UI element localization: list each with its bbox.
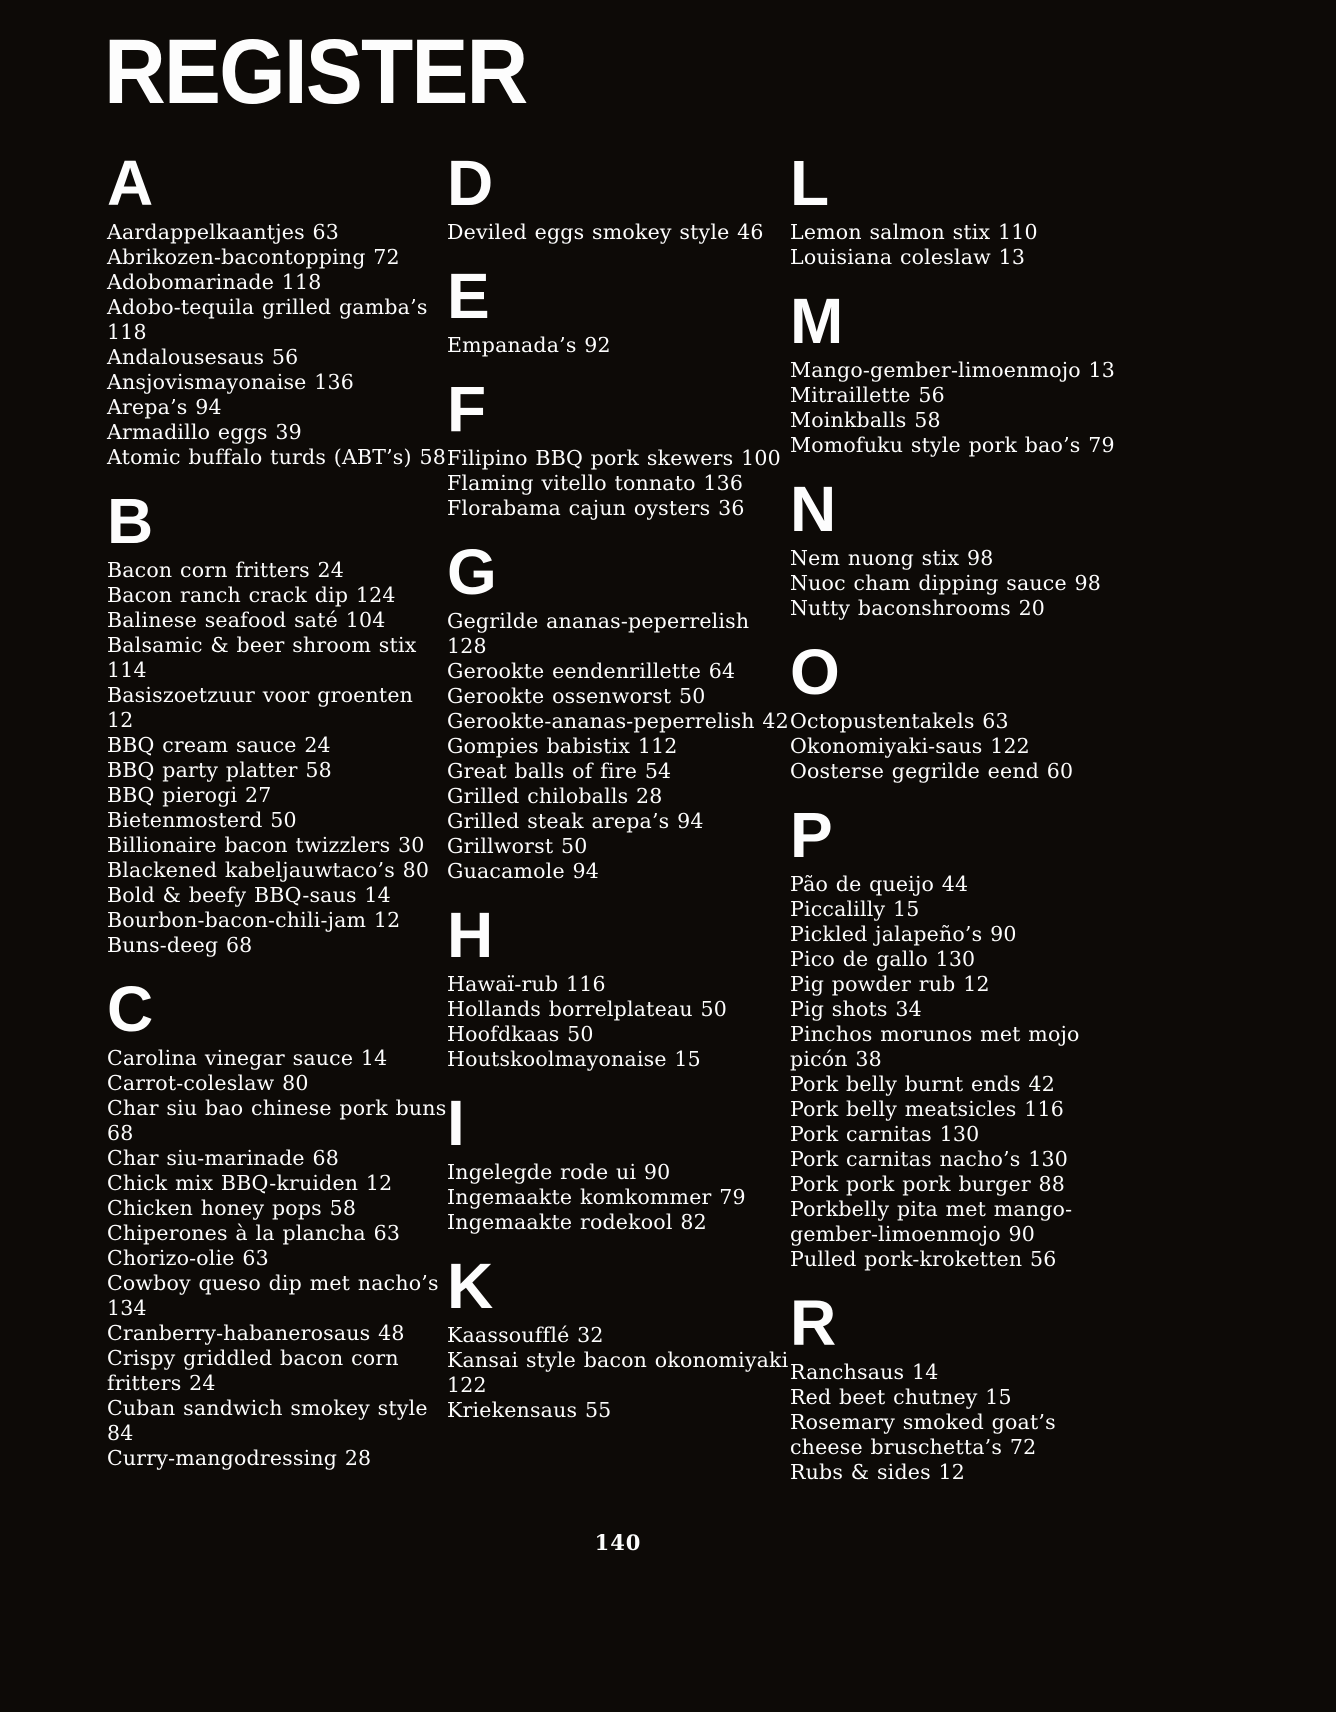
index-entry: Kaassoufflé 32	[447, 1323, 604, 1347]
index-entry: Bacon corn fritters 24	[107, 558, 345, 582]
index-entry: Florabama cajun oysters 36	[447, 496, 745, 520]
index-entry: Flaming vitello tonnato 136	[447, 471, 744, 495]
section-letter: H	[447, 899, 494, 971]
index-entry: Chicken honey pops 58	[107, 1196, 357, 1220]
index-entry: Ingelegde rode ui 90	[447, 1160, 671, 1184]
index-entry: Gompies babistix 112	[447, 734, 678, 758]
index-entry: Abrikozen-bacontopping 72	[107, 245, 400, 269]
section-letter: O	[790, 636, 840, 708]
index-entry: Nem nuong stix 98	[790, 546, 994, 570]
section-letter: B	[107, 485, 154, 557]
index-section-e	[447, 260, 790, 358]
index-entry: Red beet chutney 15	[790, 1385, 1012, 1409]
index-entry: Atomic buffalo turds (ABT’s) 58	[107, 445, 446, 469]
index-entry: Chick mix BBQ-kruiden 12	[107, 1171, 393, 1195]
index-entry: Hollands borrelplateau 50	[447, 997, 727, 1021]
index-entry: Ansjovismayonaise 136	[107, 370, 354, 394]
section-letter: N	[790, 473, 837, 545]
index-entry: Curry-mangodressing 28	[107, 1446, 372, 1470]
section-letter: D	[447, 147, 494, 219]
index-columns	[107, 147, 1136, 1485]
index-entry: Billionaire bacon twizzlers 30	[107, 833, 425, 857]
page-number: 140	[594, 1530, 642, 1555]
index-entry: Gerookte-ananas-peperrelish 42	[447, 709, 789, 733]
index-section-f	[447, 373, 790, 521]
index-entry: Pork pork pork burger 88	[790, 1172, 1066, 1196]
index-entry: Kriekensaus 55	[447, 1398, 612, 1422]
section-letter: M	[790, 285, 844, 357]
index-entry: BBQ cream sauce 24	[107, 733, 331, 757]
index-section-l	[790, 147, 1136, 270]
index-entry: Oosterse gegrilde eend 60	[790, 759, 1074, 783]
index-entry: Aardappelkaantjes 63	[107, 220, 340, 244]
section-letter: P	[790, 799, 833, 871]
index-entry: Filipino BBQ pork skewers 100	[447, 446, 781, 470]
section-letter: I	[447, 1087, 465, 1159]
index-section-p	[790, 799, 1136, 1272]
index-entry: Porkbelly pita met mango-gember-limoenmojo 90	[790, 1197, 1073, 1246]
index-entry: Pork belly meatsicles 116	[790, 1097, 1064, 1121]
index-entry: Bourbon-bacon-chili-jam 12	[107, 908, 401, 932]
section-letter: A	[107, 147, 154, 219]
index-entry: BBQ pierogi 27	[107, 783, 272, 807]
index-entry: Nuoc cham dipping sauce 98	[790, 571, 1102, 595]
index-section-r	[790, 1287, 1136, 1485]
index-section-n	[790, 473, 1136, 621]
index-entry: Bold & beefy BBQ-saus 14	[107, 883, 391, 907]
index-entry: Arepa’s 94	[107, 395, 222, 419]
index-entry: Adobo-tequila grilled gamba’s 118	[107, 295, 428, 344]
section-letter: G	[447, 536, 497, 608]
index-entry: Andalousesaus 56	[107, 345, 299, 369]
index-entry: Pork carnitas 130	[790, 1122, 980, 1146]
index-entry: Armadillo eggs 39	[107, 420, 302, 444]
index-entry: Great balls of fire 54	[447, 759, 672, 783]
section-letter: C	[107, 973, 154, 1045]
index-entry: Nutty baconshrooms 20	[790, 596, 1046, 620]
index-entry: Pão de queijo 44	[790, 872, 969, 896]
index-section-i	[447, 1087, 790, 1235]
index-entry: Ingemaakte rodekool 82	[447, 1210, 707, 1234]
index-entry: Carrot-coleslaw 80	[107, 1071, 309, 1095]
index-entry: Rubs & sides 12	[790, 1460, 966, 1484]
index-column	[447, 147, 790, 1423]
index-entry: Rosemary smoked goat’s cheese bruschetta’s 72	[790, 1410, 1056, 1459]
index-entry: Pig shots 34	[790, 997, 922, 1021]
index-entry: Octopustentakels 63	[790, 709, 1009, 733]
index-entry: Chorizo-olie 63	[107, 1246, 269, 1270]
index-entry: Grilled steak arepa’s 94	[447, 809, 704, 833]
index-section-b	[107, 485, 447, 958]
index-entry: Cranberry-habanerosaus 48	[107, 1321, 405, 1345]
index-column	[107, 147, 447, 1471]
index-section-a	[107, 147, 447, 470]
index-entry: Okonomiyaki-saus 122	[790, 734, 1030, 758]
index-section-h	[447, 899, 790, 1072]
index-entry: Balinese seafood saté 104	[107, 608, 386, 632]
index-entry: Mango-gember-limoenmojo 13	[790, 358, 1115, 382]
index-entry: Ingemaakte komkommer 79	[447, 1185, 746, 1209]
index-entry: Gerookte eendenrillette 64	[447, 659, 736, 683]
index-entry: Houtskoolmayonaise 15	[447, 1047, 701, 1071]
index-entry: Momofuku style pork bao’s 79	[790, 433, 1115, 457]
index-entry: Adobomarinade 118	[107, 270, 322, 294]
index-entry: Bietenmosterd 50	[107, 808, 297, 832]
section-letter: E	[447, 260, 490, 332]
index-entry: Pickled jalapeño’s 90	[790, 922, 1017, 946]
index-entry: Ranchsaus 14	[790, 1360, 939, 1384]
index-section-m	[790, 285, 1136, 458]
index-entry: Cuban sandwich smokey style 84	[107, 1396, 428, 1445]
index-entry: Cowboy queso dip met nacho’s 134	[107, 1271, 439, 1320]
index-entry: Guacamole 94	[447, 859, 599, 883]
index-entry: Grillworst 50	[447, 834, 588, 858]
index-entry: Hawaï-rub 116	[447, 972, 606, 996]
index-entry: Pico de gallo 130	[790, 947, 976, 971]
index-entry: Louisiana coleslaw 13	[790, 245, 1026, 269]
index-column	[790, 147, 1136, 1485]
index-section-g	[447, 536, 790, 884]
index-entry: Pulled pork-kroketten 56	[790, 1247, 1057, 1271]
index-entry: Chiperones à la plancha 63	[107, 1221, 401, 1245]
index-entry: Pork belly burnt ends 42	[790, 1072, 1055, 1096]
section-letter: F	[447, 373, 487, 445]
index-entry: Gegrilde ananas-peperrelish 128	[447, 609, 750, 658]
index-entry: Char siu-marinade 68	[107, 1146, 339, 1170]
index-entry: Mitraillette 56	[790, 383, 945, 407]
index-entry: Kansai style bacon okonomiyaki 122	[447, 1348, 789, 1397]
index-entry: Empanada’s 92	[447, 333, 611, 357]
index-entry: Grilled chiloballs 28	[447, 784, 663, 808]
index-entry: Pig powder rub 12	[790, 972, 990, 996]
index-section-c	[107, 973, 447, 1471]
index-entry: Hoofdkaas 50	[447, 1022, 594, 1046]
index-entry: Balsamic & beer shroom stix 114	[107, 633, 417, 682]
section-letter: L	[790, 147, 830, 219]
index-entry: Basiszoetzuur voor groenten 12	[107, 683, 414, 732]
index-entry: Pork carnitas nacho’s 130	[790, 1147, 1068, 1171]
index-entry: Deviled eggs smokey style 46	[447, 220, 764, 244]
index-entry: Crispy griddled bacon corn fritters 24	[107, 1346, 399, 1395]
index-entry: Moinkballs 58	[790, 408, 941, 432]
index-entry: Piccalilly 15	[790, 897, 920, 921]
index-entry: Char siu bao chinese pork buns 68	[107, 1096, 447, 1145]
index-entry: Gerookte ossenworst 50	[447, 684, 706, 708]
index-entry: Pinchos morunos met mojo picón 38	[790, 1022, 1080, 1071]
index-entry: Blackened kabeljauwtaco’s 80	[107, 858, 430, 882]
index-entry: Bacon ranch crack dip 124	[107, 583, 396, 607]
index-section-o	[790, 636, 1136, 784]
index-entry: Lemon salmon stix 110	[790, 220, 1038, 244]
index-section-k	[447, 1250, 790, 1423]
index-section-d	[447, 147, 790, 245]
section-letter: K	[447, 1250, 494, 1322]
page-title: REGISTER	[104, 21, 527, 123]
section-letter: R	[790, 1287, 837, 1359]
index-entry: BBQ party platter 58	[107, 758, 332, 782]
index-entry: Carolina vinegar sauce 14	[107, 1046, 388, 1070]
index-entry: Buns-deeg 68	[107, 933, 253, 957]
